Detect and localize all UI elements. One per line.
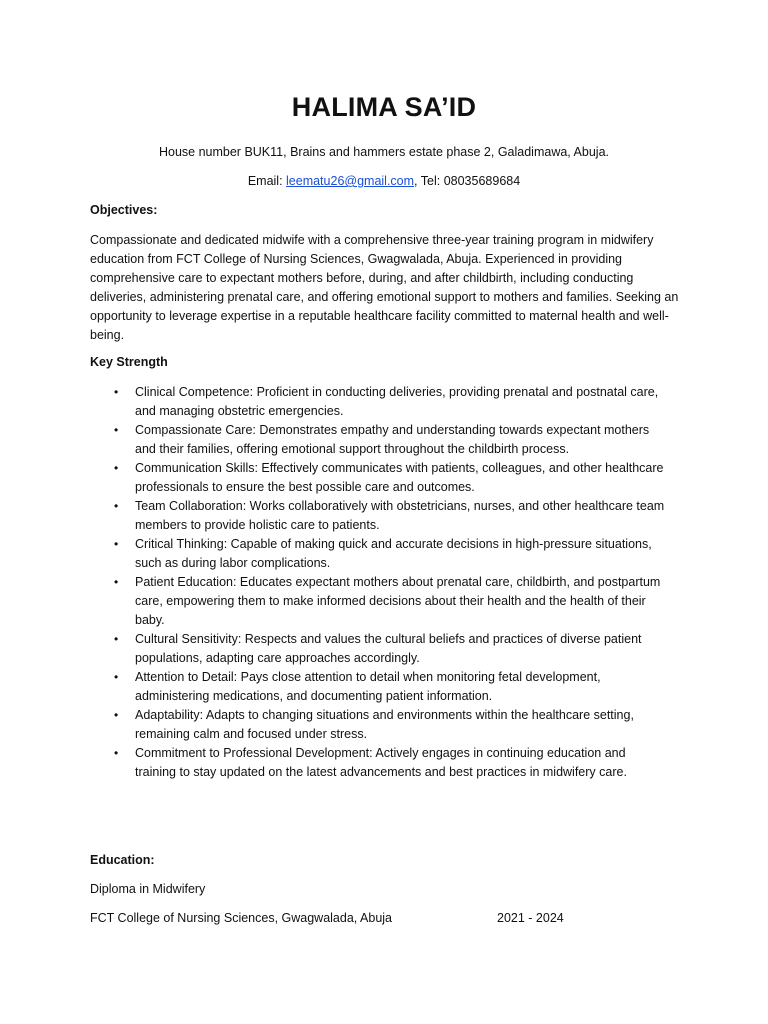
strength-text: Critical Thinking: Capable of making quick and accurate decisions in high-pressure situations, such as during labor complications. bbox=[135, 537, 652, 570]
key-strength-list bbox=[90, 383, 688, 782]
strength-text: Commitment to Professional Development: Actively engages in continuing education and training to stay updated on the latest advancements and best practices in midwifery care. bbox=[135, 746, 627, 779]
education-heading: Education: bbox=[90, 853, 155, 867]
list-item bbox=[90, 497, 670, 535]
contact-line bbox=[0, 174, 768, 188]
bullet-icon: • bbox=[114, 537, 119, 551]
objectives-text: Compassionate and dedicated midwife with a comprehensive three-year training program in midwifery education from FCT College of Nursing Sciences, Gwagwalada, Abuja. Experienced in providing comprehensive care to expectant mothers before, during, and after childbirth, including conducting deliveries, administering prenatal care, and offering emotional support to mothers and families. Seeking an opportunity to leverage expertise in a reputable healthcare facility committed to maternal health and well-being. bbox=[90, 233, 679, 342]
email-label: Email: bbox=[247, 174, 287, 188]
phone-number: 08035689684 bbox=[443, 174, 521, 188]
list-item bbox=[90, 744, 670, 782]
strength-text: Patient Education: Educates expectant mothers about prenatal care, childbirth, and postpartum care, empowering them to make informed decisions about their health and the health of their baby. bbox=[135, 575, 661, 627]
email-link[interactable]: leematu26@gmail.com bbox=[286, 174, 415, 188]
list-item bbox=[90, 706, 670, 744]
list-item bbox=[90, 535, 670, 573]
strength-text: Team Collaboration: Works collaboratively with obstetricians, nurses, and other healthcare team members to provide holistic care to patients. bbox=[135, 499, 665, 532]
list-item bbox=[90, 668, 670, 706]
key-strength-heading: Key Strength bbox=[90, 355, 168, 369]
strength-text: Communication Skills: Effectively communicates with patients, colleagues, and other healthcare professionals to ensure the best possible care and outcomes. bbox=[135, 461, 664, 494]
strength-text: Clinical Competence: Proficient in conducting deliveries, providing prenatal and postnatal care, and managing obstetric emergencies. bbox=[135, 385, 659, 418]
bullet-icon: • bbox=[114, 499, 119, 513]
list-item bbox=[90, 383, 670, 421]
tel-label: , Tel: bbox=[414, 174, 444, 188]
strength-text: Adaptability: Adapts to changing situations and environments within the healthcare setting, remaining calm and focused under stress. bbox=[135, 708, 634, 741]
bullet-icon: • bbox=[114, 423, 119, 437]
bullet-icon: • bbox=[114, 575, 119, 589]
bullet-icon: • bbox=[114, 385, 119, 399]
bullet-icon: • bbox=[114, 670, 119, 684]
strength-text: Cultural Sensitivity: Respects and values the cultural beliefs and practices of diverse patient populations, adapting care approaches accordingly. bbox=[135, 632, 642, 665]
address-line: House number BUK11, Brains and hammers estate phase 2, Galadimawa, Abuja. bbox=[158, 145, 609, 159]
bullet-icon: • bbox=[114, 461, 119, 475]
bullet-icon: • bbox=[114, 746, 119, 760]
objectives-heading: Objectives: bbox=[90, 203, 158, 217]
institution: FCT College of Nursing Sciences, Gwagwalada, Abuja bbox=[90, 911, 393, 925]
list-item bbox=[90, 630, 670, 668]
strength-text: Attention to Detail: Pays close attention to detail when monitoring fetal development, administering medications, and documenting patient information. bbox=[135, 670, 601, 703]
strength-text: Compassionate Care: Demonstrates empathy and understanding towards expectant mothers and their families, offering emotional support throughout the childbirth process. bbox=[135, 423, 650, 456]
education-years: 2021 - 2024 bbox=[497, 911, 564, 925]
bullet-icon: • bbox=[114, 632, 119, 646]
list-item bbox=[90, 459, 670, 497]
list-item bbox=[90, 573, 670, 630]
bullet-icon: • bbox=[114, 708, 119, 722]
list-item bbox=[90, 421, 670, 459]
qualification: Diploma in Midwifery bbox=[90, 882, 206, 896]
candidate-name: HALIMA SA’ID bbox=[291, 92, 477, 122]
